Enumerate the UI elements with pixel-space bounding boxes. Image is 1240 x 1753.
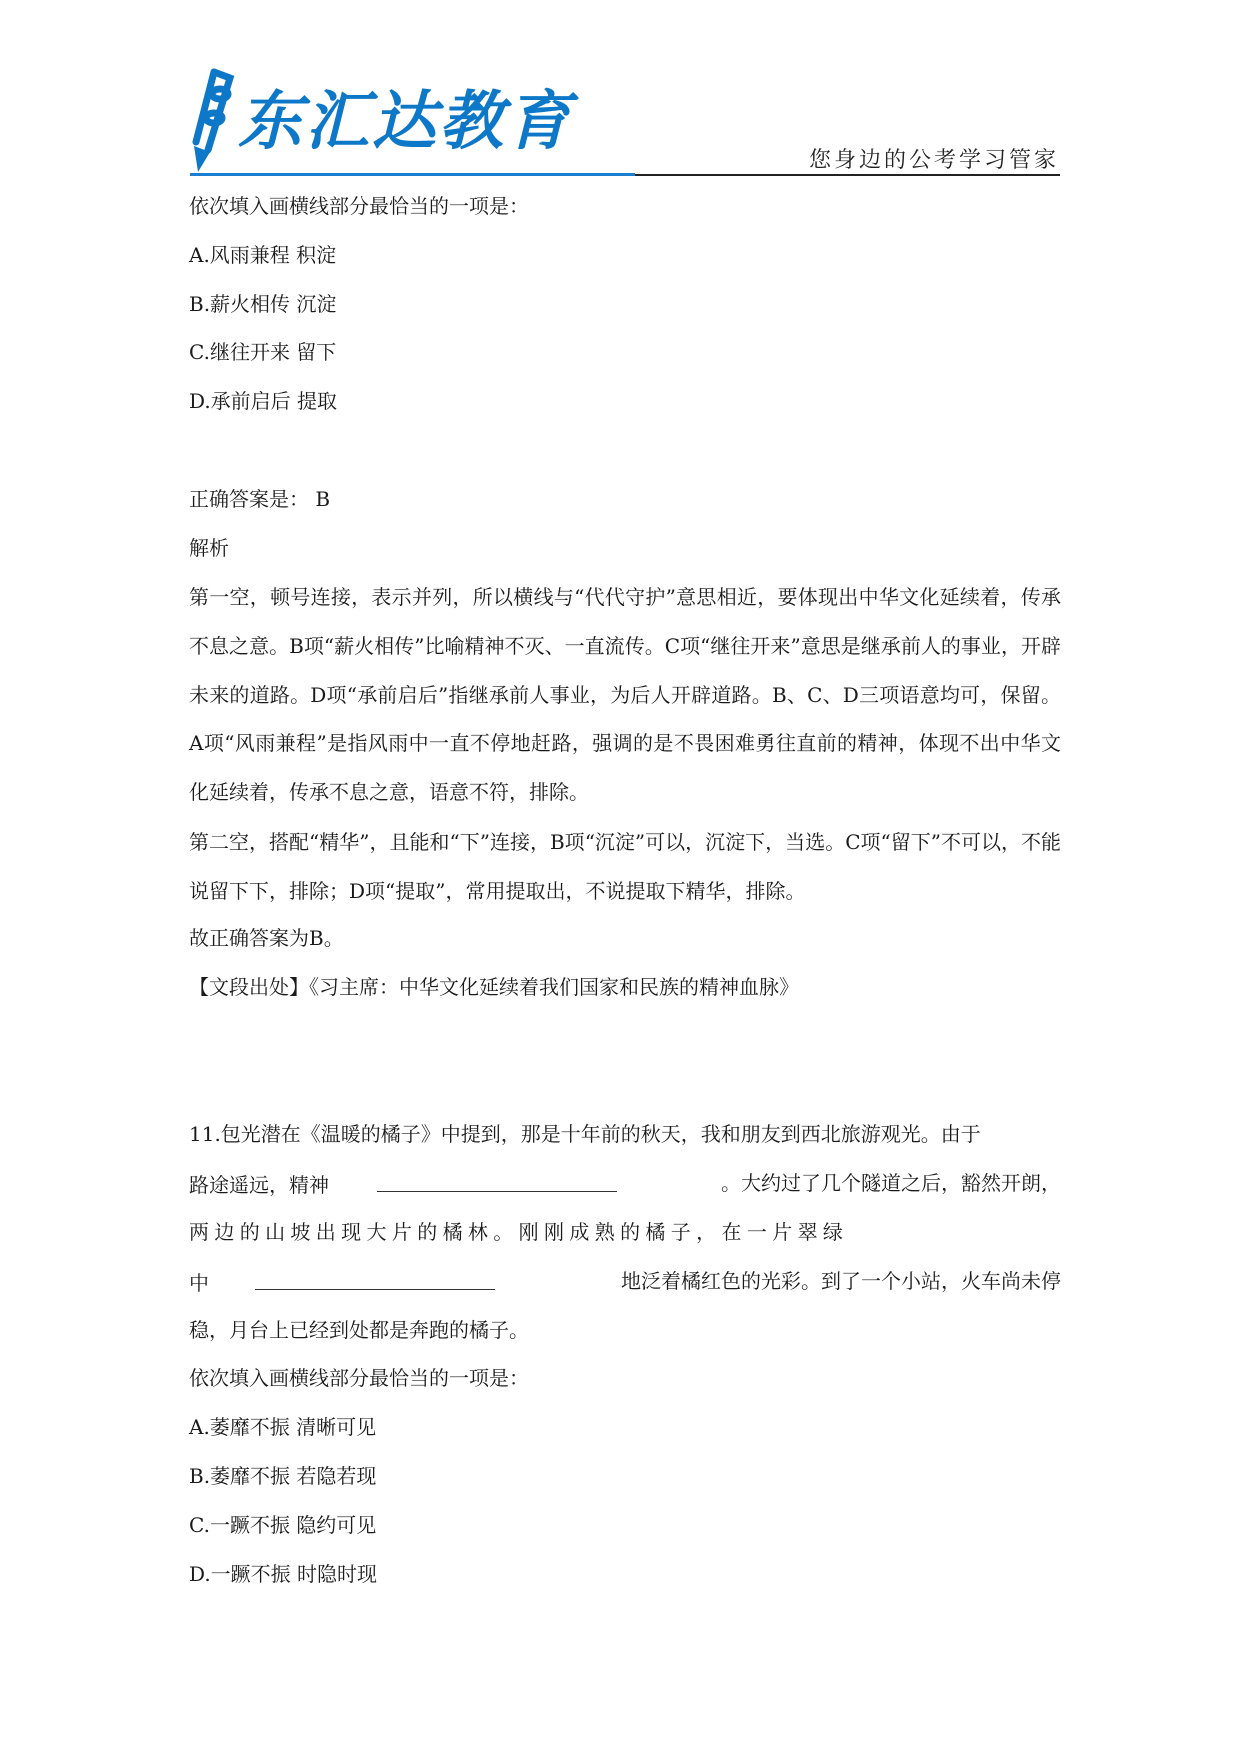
q11-option-b: B.萎靡不振 若隐若现 [189, 1464, 377, 1488]
q11-text: 路途遥远，精神 [189, 1173, 329, 1197]
q10-option-a: A.风雨兼程 积淀 [189, 243, 337, 267]
brand-logo: 东汇达教育 [238, 85, 573, 159]
q11-prompt: 依次填入画横线部分最恰当的一项是： [189, 1366, 529, 1390]
q11-text: 中 [189, 1271, 209, 1295]
q10-prompt: 依次填入画横线部分最恰当的一项是： [189, 194, 529, 218]
q11-stem-line-2 [189, 1169, 1061, 1199]
q11-option-d: D.一蹶不振 时隐时现 [189, 1562, 378, 1586]
answer-blank-1 [377, 1169, 617, 1192]
q11-stem-line-3: 两 边 的 山 坡 出 现 大 片 的 橘 林 。 刚 刚 成 熟 的 橘 子 ， 在 一 片 翠 绿 [189, 1220, 843, 1244]
q11-option-c: C.一蹶不振 隐约可见 [189, 1513, 377, 1537]
analysis-title: 解析 [189, 536, 229, 560]
page-header [0, 0, 1240, 180]
q11-stem-line-5: 稳，月台上已经到处都是奔跑的橘子。 [189, 1318, 529, 1342]
analysis-paragraph-1: 第一空，顿号连接，表示并列，所以横线与“代代守护”意思相近，要体现出中华文化延续着，传承不息之意。B项“薪火相传”比喻精神不灭、一直流传。C项“继往开来”意思是继承前人的事业，开辟未来的道路。D项“承前启后”指继承前人事业，为后人开辟道路。B、C、D三项语意均可，保留。A项“风雨兼程”是指风雨中一直不停地赶路，强调的是不畏困难勇往直前的精神，体现不出中华文化延续着，传承不息之意，语意不符，排除。 [189, 585, 1061, 805]
q11-text: 。大约过了几个隧道之后，豁然开朗， [721, 1171, 1061, 1195]
header-rule-black [635, 174, 1060, 176]
q11-text: 地泛着橘红色的光彩。到了一个小站，火车尚未停 [621, 1269, 1061, 1293]
q10-option-c: C.继往开来 留下 [189, 340, 337, 364]
answer-blank-2 [255, 1267, 495, 1290]
q10-option-d: D.承前启后 提取 [189, 389, 338, 413]
q11-stem-line-1: 11.包光潜在《温暖的橘子》中提到，那是十年前的秋天，我和朋友到西北旅游观光。由于 [189, 1122, 981, 1146]
tagline: 您身边的公考学习管家 [808, 148, 1059, 173]
pen-logo-icon [184, 66, 240, 176]
analysis-conclusion: 故正确答案为B。 [189, 926, 344, 950]
header-rule-blue [190, 173, 635, 176]
q11-stem-line-4 [189, 1267, 1061, 1297]
analysis-paragraph-2: 第二空，搭配“精华”，且能和“下”连接，B项“沉淀”可以，沉淀下，当选。C项“留下”不可以，不能说留下下，排除；D项“提取”，常用提取出，不说提取下精华，排除。 [189, 830, 1061, 903]
q10-answer: 正确答案是： B [189, 487, 331, 511]
source-citation: 【文段出处】《习主席：中华文化延续着我们国家和民族的精神血脉》 [189, 975, 799, 999]
q11-option-a: A.萎靡不振 清晰可见 [189, 1415, 377, 1439]
q10-option-b: B.薪火相传 沉淀 [189, 292, 337, 316]
